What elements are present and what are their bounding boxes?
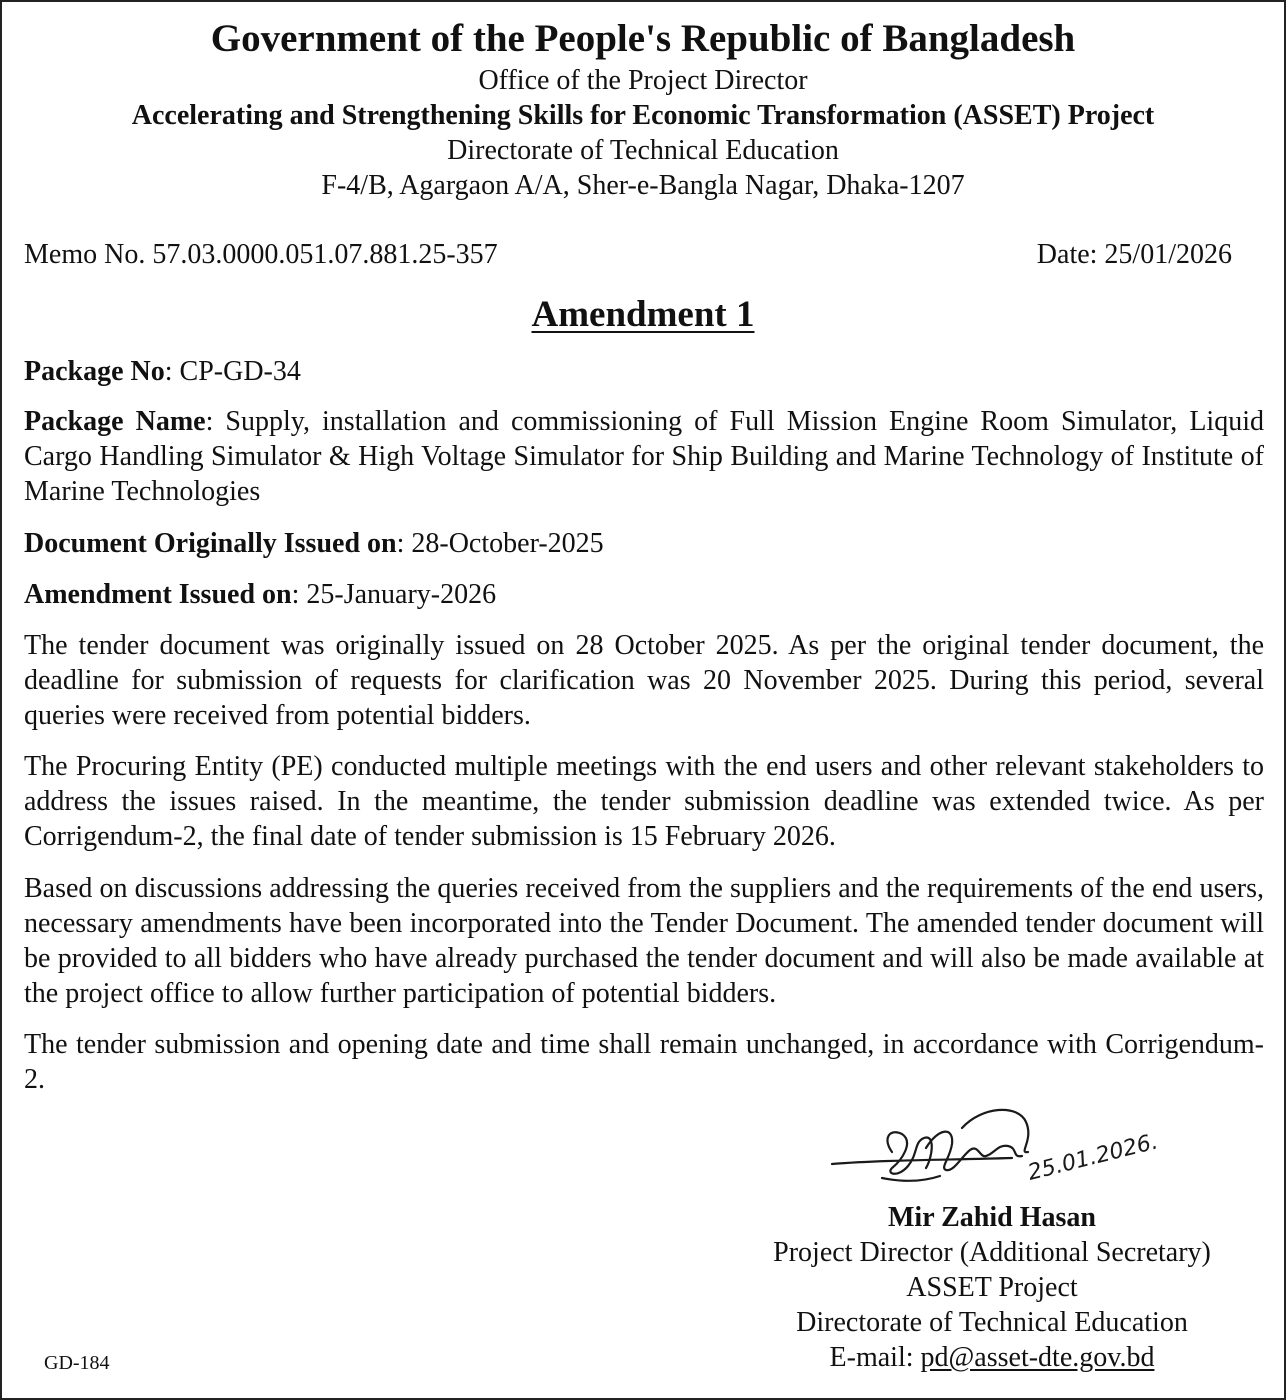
original-issue-value: : 28-October-2025 — [396, 528, 604, 559]
email-prefix: E-mail: — [829, 1342, 921, 1373]
government-title: Government of the People's Republic of Bangladesh — [210, 17, 1076, 60]
signatory-block — [742, 1200, 1242, 1375]
memo-date: Date: 25/01/2026 — [1036, 239, 1232, 270]
signature-date: 25.01.2026. — [1025, 1129, 1161, 1186]
package-no-line — [24, 354, 1264, 389]
amendment-title — [2, 292, 1284, 338]
paragraph-original-issue: The tender document was originally issued on 28 October 2025. As per the original tender document, the deadline for submission of requests for clarification was 20 November 2025. During this period, several queries were received from potential bidders. — [24, 630, 1264, 731]
package-no-label: Package No — [24, 356, 165, 387]
office-line: Office of the Project Director — [478, 65, 808, 96]
memo-number: Memo No. 57.03.0000.051.07.881.25-357 — [24, 239, 498, 270]
signatory-directorate: Directorate of Technical Education — [796, 1307, 1188, 1338]
footer-code: GD-184 — [44, 1352, 110, 1374]
paragraph-amendments: Based on discussions addressing the queries received from the suppliers and the requirements of the end users, necessary amendments have been incorporated into the Tender Document. The amended tender document will be provided to all bidders who have already purchased the tender document and will also be made available at the project office to allow further participation of potential bidders. — [24, 873, 1264, 1009]
memo-row — [24, 238, 1232, 272]
package-name-block — [24, 404, 1264, 509]
original-issue-label: Document Originally Issued on — [24, 528, 397, 559]
address-line: F-4/B, Agargaon A/A, Sher-e-Bangla Nagar, Dhaka-1207 — [321, 170, 965, 201]
amendment-issue-label: Amendment Issued on — [24, 579, 292, 610]
package-name-label: Package Name — [24, 406, 206, 437]
package-no-value: : CP-GD-34 — [164, 356, 301, 387]
amendment-issue-line — [24, 577, 1264, 612]
directorate-line: Directorate of Technical Education — [447, 135, 839, 166]
package-name-value: : Supply, installation and commissioning of Full Mission Engine Room Simulator, Liquid Cargo Handling Simulator & High Voltage Simulator for Ship Building and Marine Technology of Institute of Marine Technologies — [24, 406, 1264, 507]
signatory-designation: Project Director (Additional Secretary) — [773, 1237, 1211, 1268]
amendment-issue-value: : 25-January-2026 — [291, 579, 497, 610]
signatory-email-line — [742, 1340, 1242, 1375]
paragraph-meetings: The Procuring Entity (PE) conducted multiple meetings with the end users and other relevant stakeholders to address the issues raised. In the meantime, the tender submission deadline was extended twice. As per Corrigendum-2, the final date of tender submission is 15 February 2026. — [24, 751, 1264, 852]
paragraph-unchanged: The tender submission and opening date and time shall remain unchanged, in accordance with Corrigendum-2. — [24, 1029, 1264, 1095]
amendment-title-text: Amendment 1 — [531, 294, 755, 335]
signature-image — [822, 1098, 1162, 1198]
signatory-project: ASSET Project — [906, 1272, 1078, 1303]
original-issue-line — [24, 526, 1264, 561]
email-link[interactable]: pd@asset-dte.gov.bd — [920, 1342, 1155, 1373]
signatory-name: Mir Zahid Hasan — [888, 1202, 1096, 1233]
project-line: Accelerating and Strengthening Skills for Economic Transformation (ASSET) Project — [131, 100, 1155, 131]
